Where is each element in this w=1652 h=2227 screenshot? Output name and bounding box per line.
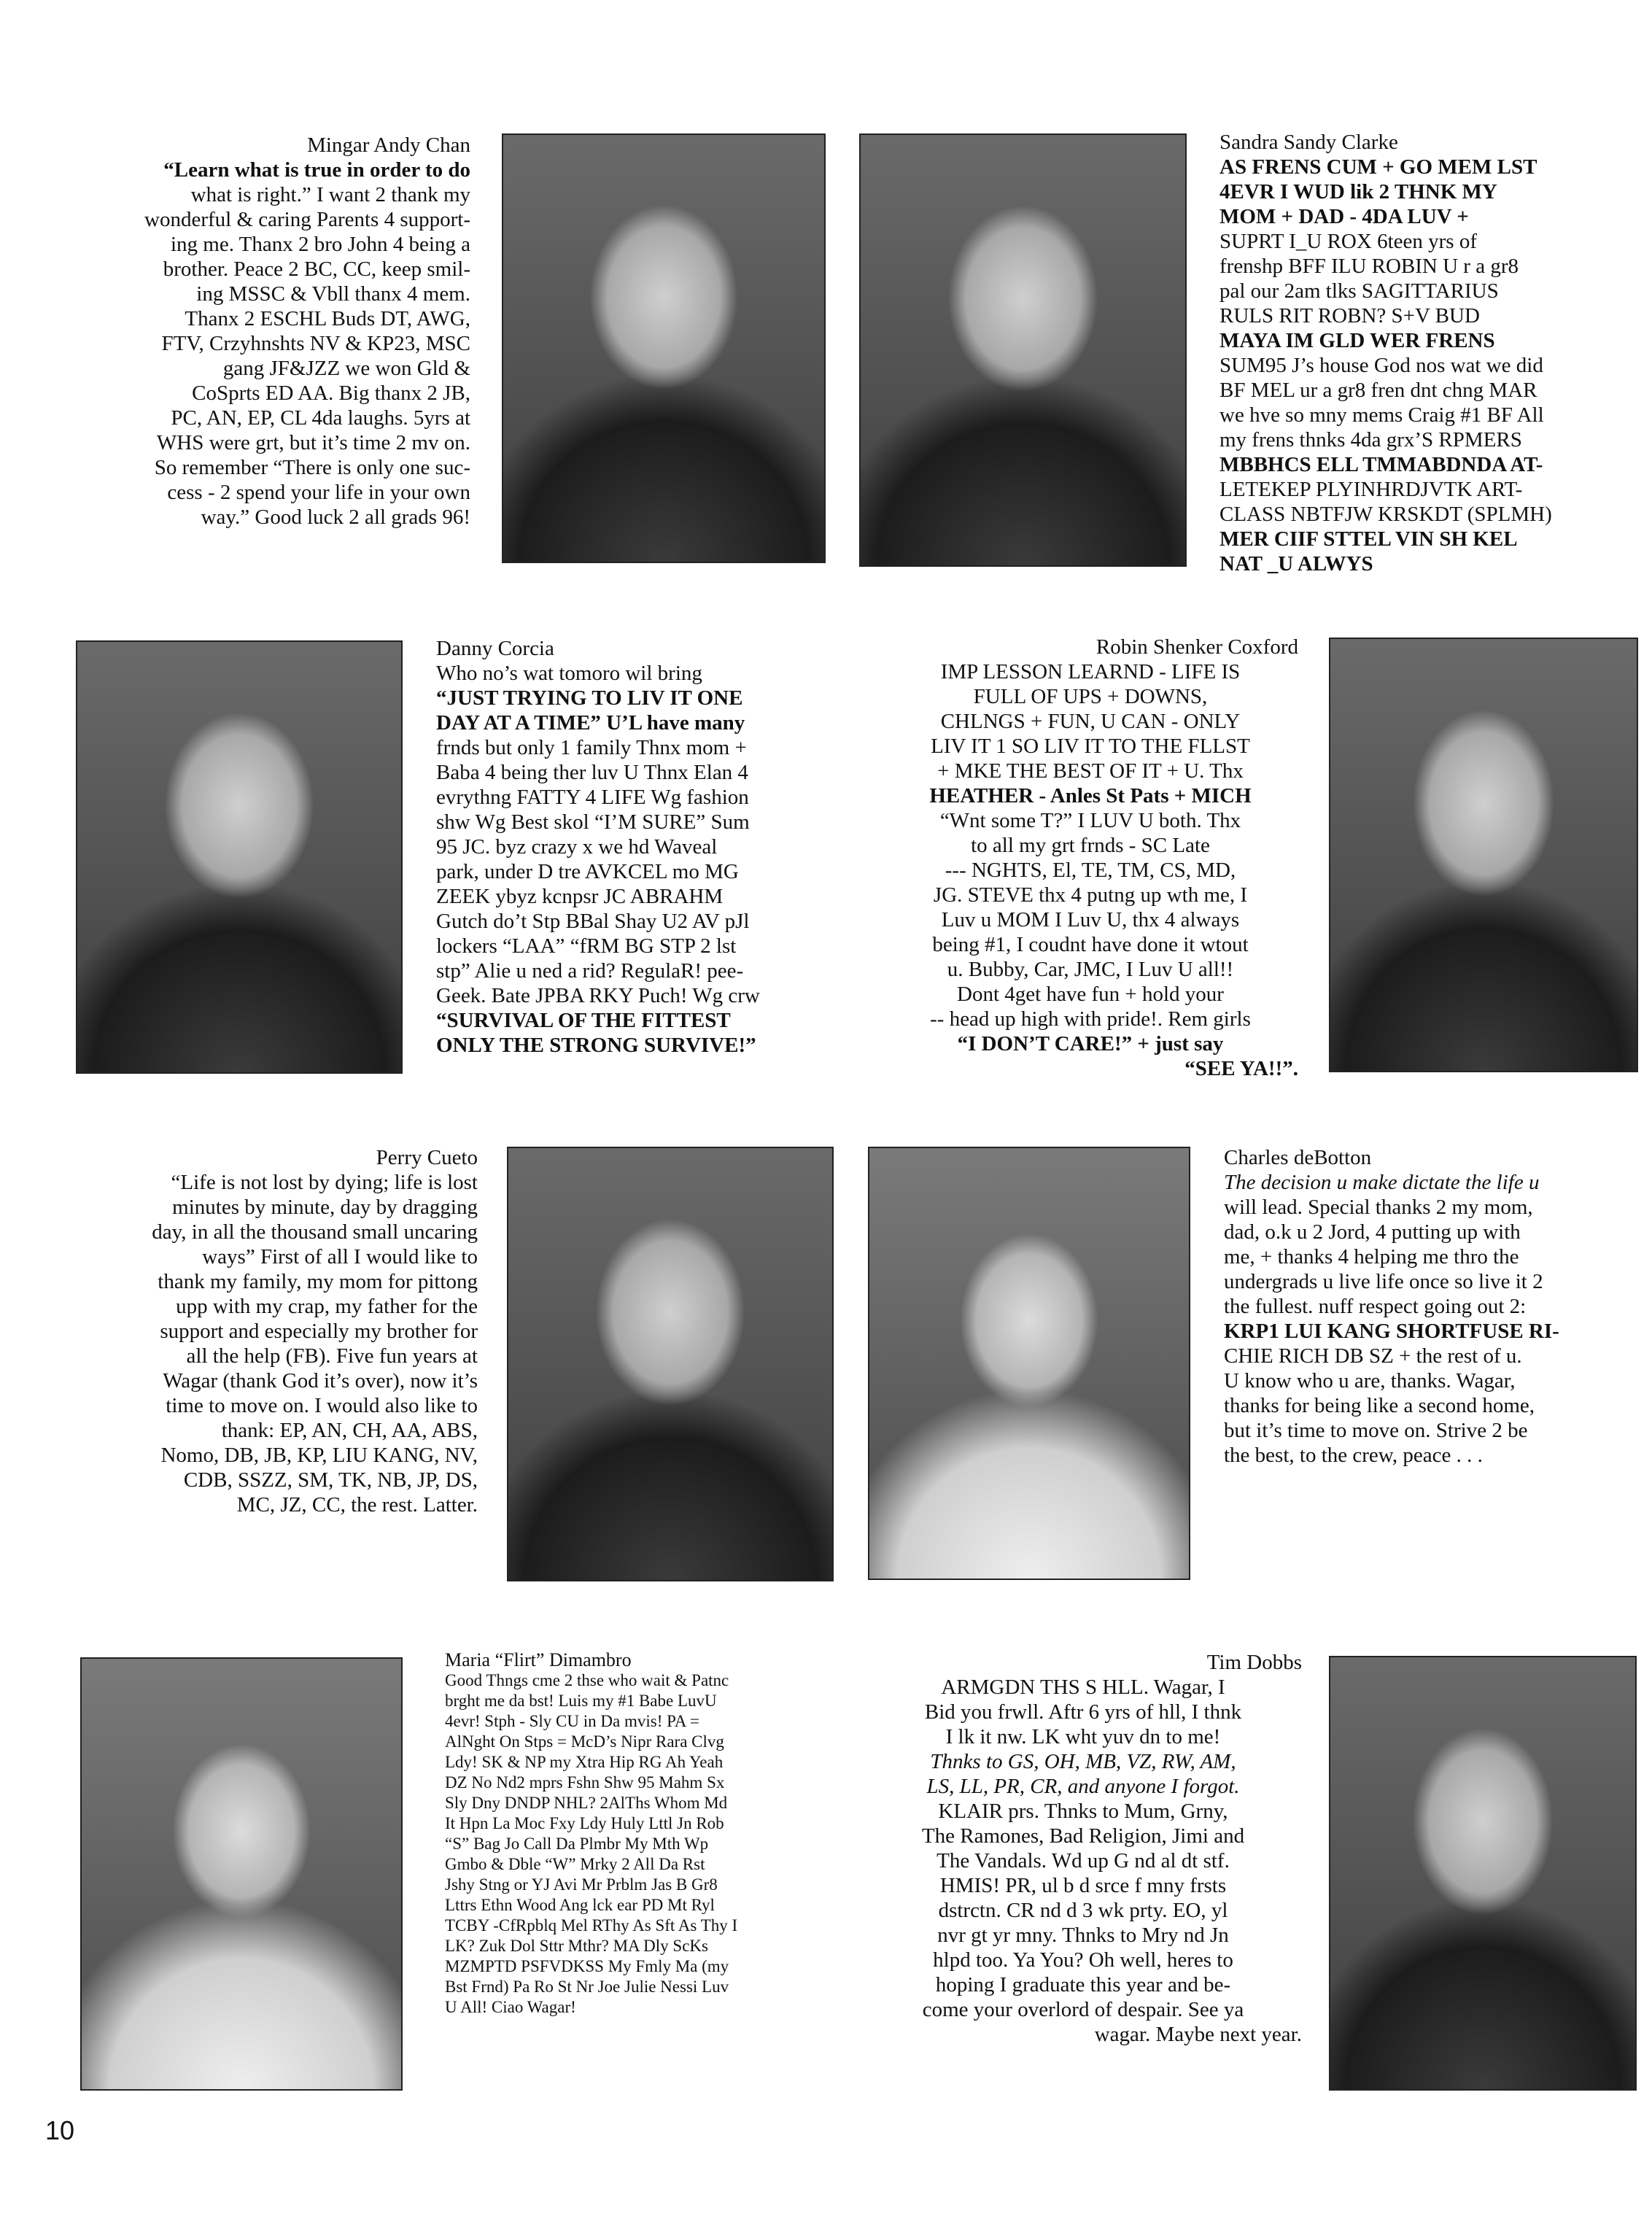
- student-name: Danny Corcia: [436, 637, 554, 660]
- student-name: Sandra Sandy Clarke: [1219, 131, 1398, 154]
- portrait-photo-coxford: [1329, 638, 1638, 1072]
- portrait-photo-dobbs: [1329, 1656, 1637, 2091]
- portrait-photo-chan: [502, 133, 826, 563]
- bio-coxford: Robin Shenker Coxford IMP LESSON LEARND - LIFE IS FULL OF UPS + DOWNS, CHLNGS + FUN, U CAN - ONLY LIV IT 1 SO LIV IT TO THE FLLST + MKE THE BEST OF IT + U. Thx HEATHER - Anles St Pats + MICH “Wnt some T?” I LUV U both. Thx to all my grt frnds - SC Late --- NGHTS, El, TE, TM, CS, MD, JG. STEVE thx 4 putng up wth me, I Luv u MOM I Luv U, thx 4 always being #1, I coudnt have done it wtout u. Bubby, Car, JMC, I Luv U all!! Dont 4get have fun + hold your -- head up high with pride!. Rem girls “I DON’T CARE!” + just say “SEE YA!!”.: [883, 635, 1298, 1081]
- student-name: Perry Cueto: [376, 1146, 478, 1169]
- bio-chan: Mingar Andy Chan “Learn what is true in order to do what is right.” I want 2 thank my wonderful & caring Parents 4 support- ing me. Thanx 2 bro John 4 being a brother. Peace 2 BC, CC, keep smil- ing MSSC & Vbll thanx 4 mem. Thanx 2 ESCHL Buds DT, AWG, FTV, Crzyhnshts NV & KP23, MSC gang JF&JZZ we won Gld & CoSprts ED AA. Big thanx 2 JB, PC, AN, EP, CL 4da laughs. 5yrs at WHS were grt, but it’s time 2 mv on. So remember “There is only one suc- cess - 2 spend your life in your own way.” Good luck 2 all grads 96!: [62, 133, 470, 530]
- bio-debotton: Charles deBotton The decision u make dictate the life u will lead. Special thanks 2 my mom, dad, o.k u 2 Jord, 4 putting up with me, + thanks 4 helping me thro the undergrads u live life once so live it 2 the fullest. nuff respect going out 2: KRP1 LUI KANG SHORTFUSE RI- CHIE RICH DB SZ + the rest of u. U know who u are, thanks. Wagar, thanks for being like a second home, but it’s time to move on. Strive 2 be the best, to the crew, peace . . .: [1224, 1145, 1632, 1468]
- bio-corcia: Danny Corcia Who no’s wat tomoro wil bring “JUST TRYING TO LIV IT ONE DAY AT A TIME” U’L have many frnds but only 1 family Thnx mom + Baba 4 being ther luv U Thnx Elan 4 evrythng FATTY 4 LIFE Wg fashion shw Wg Best skol “I’M SURE” Sum 95 JC. byz crazy x we hd Waveal park, under D tre AVKCEL mo MG ZEEK ybyz kcnpsr JC ABRAHM Gutch do’t Stp BBal Shay U2 AV pJl lockers “LAA” “fRM BG STP 2 lst stp” Alie u ned a rid? RegulaR! pee- Geek. Bate JPBA RKY Puch! Wg crw “SURVIVAL OF THE FITTEST ONLY THE STRONG SURVIVE!”: [436, 636, 845, 1058]
- student-name: Maria “Flirt” Dimambro: [445, 1649, 632, 1670]
- portrait-photo-debotton: [868, 1147, 1190, 1580]
- bio-dobbs: Tim Dobbs ARMGDN THS S HLL. Wagar, I Bid you frwll. Aftr 6 yrs of hll, I thnk I lk it nw. LK wht yuv dn to me! Thnks to GS, OH, MB, VZ, RW, AM, LS, LL, PR, CR, and anyone I forgot. KLAIR prs. Thnks to Mum, Grny, The Ramones, Bad Religion, Jimi and The Vandals. Wd up G nd al dt stf. HMIS! PR, ul b d srce f mny frsts dstrctn. CR nd d 3 wk prty. EO, yl nvr gt yr mny. Thnks to Mry nd Jn hlpd too. Ya You? Oh well, heres to hoping I graduate this year and be- come your overlord of despair. See ya wagar. Maybe next year.: [864, 1650, 1302, 2047]
- portrait-photo-corcia: [76, 640, 403, 1074]
- student-name: Charles deBotton: [1224, 1146, 1372, 1169]
- student-name: Tim Dobbs: [1206, 1651, 1302, 1674]
- student-name: Robin Shenker Coxford: [1095, 635, 1298, 659]
- bio-dimambro: Maria “Flirt” Dimambro Good Thngs cme 2 thse who wait & Patnc brght me da bst! Luis my #1 Babe LuvU 4evr! Stph - Sly CU in Da mvis! PA = AlNght On Stps = McD’s Nipr Rara Clvg Ldy! SK & NP my Xtra Hip RG Ah Yeah DZ No Nd2 mprs Fshn Shw 95 Mahm Sx Sly Dny DNDP NHL? 2AlThs Whom Md It Hpn La Moc Fxy Ldy Huly Lttl Jn Rob “S” Bag Jo Call Da Plmbr My Mth Wp Gmbo & Dble “W” Mrky 2 All Da Rst Jshy Stng or YJ Avi Mr Prblm Jas B Gr8 Lttrs Ethn Wood Ang lck ear PD Mt Ryl TCBY -CfRpblq Mel RThy As Sft As Thy I LK? Zuk Dol Sttr Mthr? MA Dly ScKs MZMPTD PSFVDKSS My Fmly Ma (my Bst Frnd) Pa Ro St Nr Joe Julie Nessi Luv U All! Ciao Wagar!: [445, 1650, 850, 2018]
- page-number: 10: [45, 2115, 75, 2145]
- bio-clarke: Sandra Sandy Clarke AS FRENS CUM + GO MEM LST 4EVR I WUD lik 2 THNK MY MOM + DAD - 4DA LUV + SUPRT I_U ROX 6teen yrs of frenshp BFF ILU ROBIN U r a gr8 pal our 2am tlks SAGITTARIUS RULS RIT ROBN? S+V BUD MAYA IM GLD WER FRENS SUM95 J’s house God nos wat we did BF MEL ur a gr8 fren dnt chng MAR we hve so mny mems Craig #1 BF All my frens thnks 4da grx’S RPMERS MBBHCS ELL TMMABDNDA AT- LETEKEP PLYINHRDJVTK ART- CLASS NBTFJW KRSKDT (SPLMH) MER CIIF STTEL VIN SH KEL NAT _U ALWYS: [1219, 130, 1628, 576]
- bio-cueto: Perry Cueto “Life is not lost by dying; life is lost minutes by minute, day by dragging day, in all the thousand small uncaring ways” First of all I would like to thank my family, my mom for pittong upp with my crap, my father for the support and especially my brother for all the help (FB). Five fun years at Wagar (thank God it’s over), now it’s time to move on. I would also like to thank: EP, AN, CH, AA, ABS, Nomo, DB, JB, KP, LIU KANG, NV, CDB, SSZZ, SM, TK, NB, JP, DS, MC, JZ, CC, the rest. Latter.: [58, 1145, 478, 1517]
- student-name: Mingar Andy Chan: [307, 133, 470, 157]
- portrait-photo-clarke: [859, 133, 1187, 567]
- portrait-photo-dimambro: [80, 1657, 403, 2091]
- portrait-photo-cueto: [507, 1147, 834, 1581]
